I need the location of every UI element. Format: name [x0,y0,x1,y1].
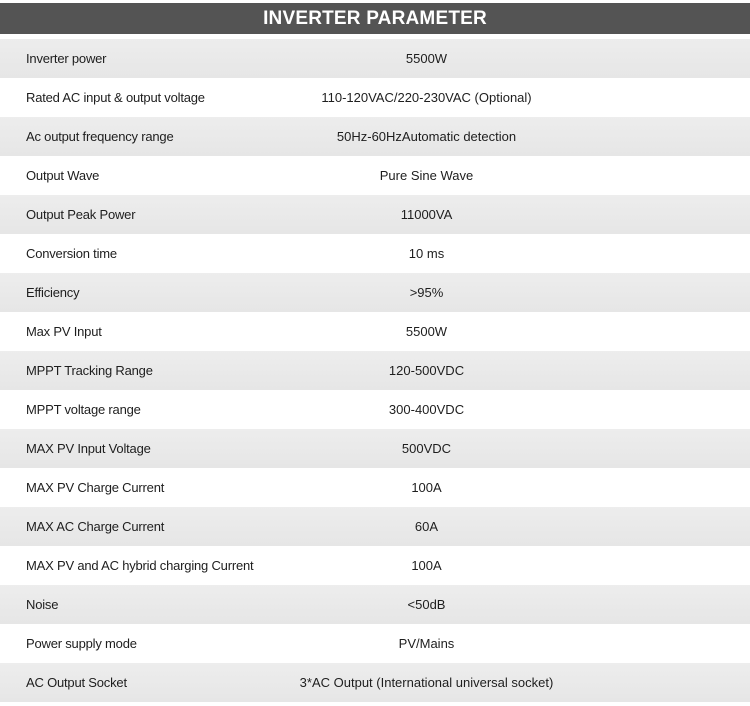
table-row [0,351,750,390]
row-label: Ac output frequency range [26,129,174,144]
row-value: 100A [411,480,442,495]
table-row [0,78,750,117]
table-row [0,273,750,312]
row-label: Inverter power [26,51,107,66]
row-label: Power supply mode [26,636,137,651]
table-row [0,117,750,156]
row-value: 5500W [405,324,448,339]
row-value: PV/Mains [398,636,455,651]
row-label: Output Wave [26,168,100,183]
table-row [0,195,750,234]
table-header [0,3,750,34]
table-row [0,39,750,78]
row-label: MAX PV Input Voltage [26,441,151,456]
row-value: 50Hz-60HzAutomatic detection [336,129,517,144]
row-label: Max PV Input [26,324,102,339]
row-label: MAX PV and AC hybrid charging Current [26,558,254,573]
row-label: MAX PV Charge Current [26,480,165,495]
row-label: Noise [26,597,59,612]
row-value: 11000VA [400,207,453,222]
row-value: 100A [411,558,442,573]
row-value: 5500W [405,51,448,66]
table-row [0,390,750,429]
row-label: MPPT voltage range [26,402,141,417]
table-row [0,663,750,702]
row-value: 10 ms [408,246,445,261]
row-value: 120-500VDC [388,363,465,378]
parameter-table [0,39,750,702]
row-label: Output Peak Power [26,207,136,222]
row-value: Pure Sine Wave [379,168,474,183]
table-row [0,624,750,663]
page-title: INVERTER PARAMETER [263,7,487,29]
row-label: AC Output Socket [26,675,127,690]
row-value: >95% [409,285,444,300]
table-row [0,312,750,351]
row-value: 110-120VAC/220-230VAC (Optional) [321,90,532,105]
row-label: Efficiency [26,285,80,300]
row-label: MPPT Tracking Range [26,363,153,378]
table-row [0,507,750,546]
row-label: MAX AC Charge Current [26,519,165,534]
row-value: 500VDC [401,441,452,456]
row-value: 3*AC Output (International universal socket) [299,675,554,690]
row-value: 60A [414,519,439,534]
row-value: 300-400VDC [388,402,465,417]
table-row [0,429,750,468]
table-row [0,468,750,507]
table-row [0,234,750,273]
row-label: Conversion time [26,246,117,261]
table-row [0,156,750,195]
table-row [0,546,750,585]
row-value: <50dB [407,597,446,612]
row-label: Rated AC input & output voltage [26,90,205,105]
table-row [0,585,750,624]
